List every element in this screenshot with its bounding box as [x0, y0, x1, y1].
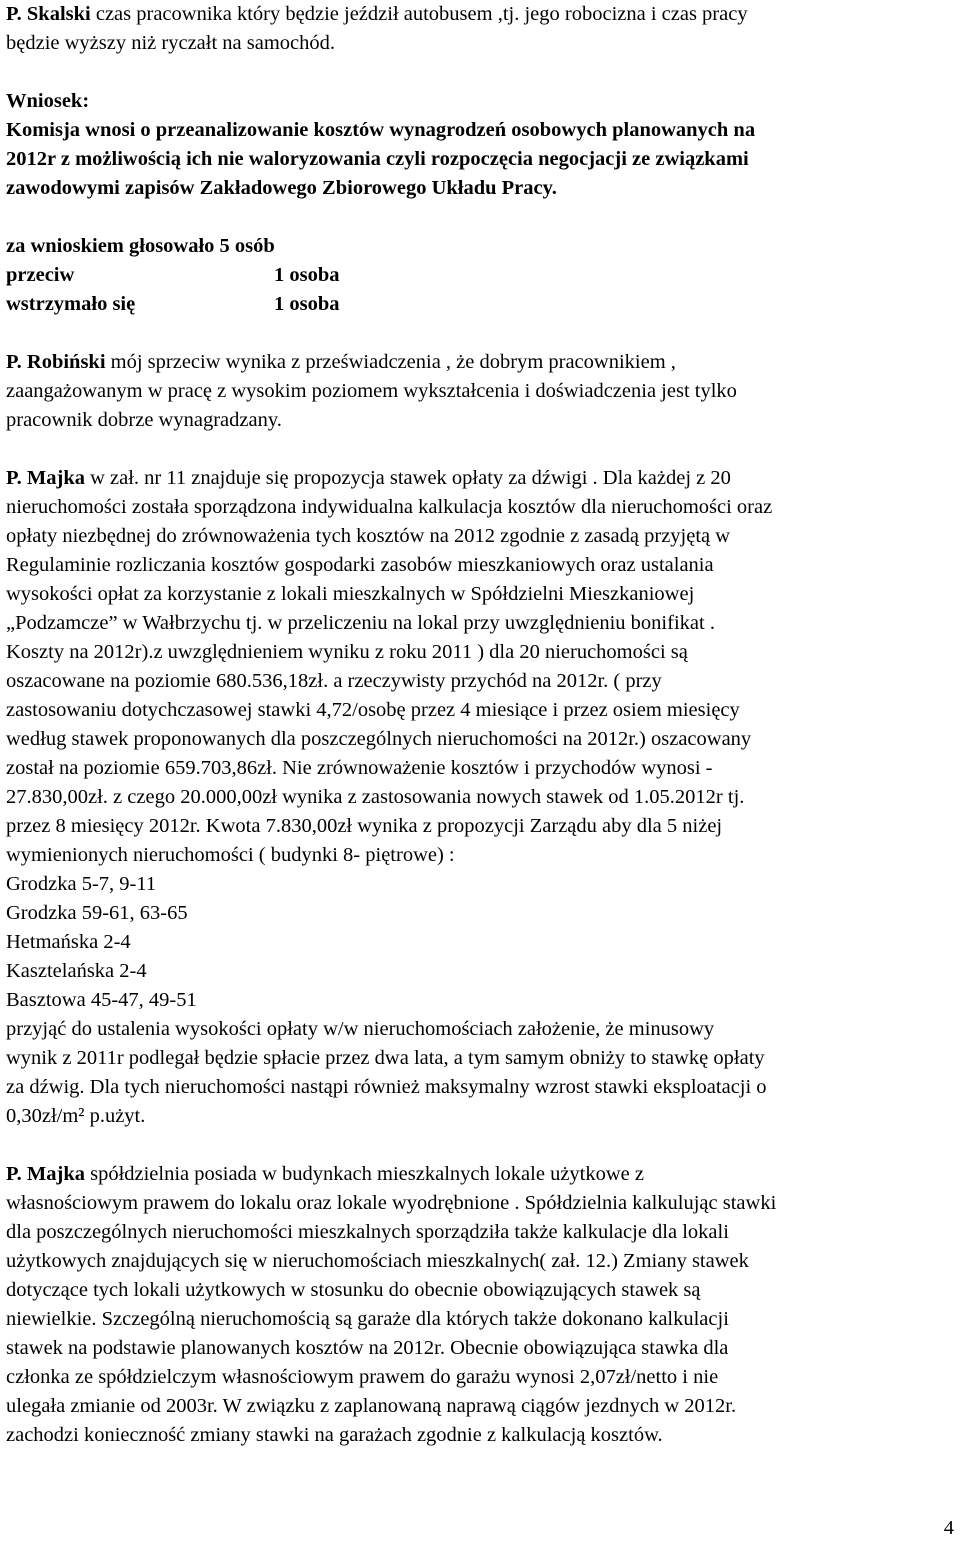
- paragraph-line: własnościowym prawem do lokalu oraz lokale wyodrębnione . Spółdzielnia kalkulując stawki: [6, 1192, 777, 1214]
- spacer: [6, 319, 956, 348]
- paragraph-line: przez 8 miesięcy 2012r. Kwota 7.830,00zł wynika z propozycji Zarządu aby dla 5 niżej: [6, 815, 723, 837]
- paragraph-line: Koszty na 2012r).z uwzględnieniem wyniku z roku 2011 ) dla 20 nieruchomości są: [6, 641, 688, 663]
- vote-against-label: przeciw: [6, 264, 75, 286]
- address-line: Grodzka 5-7, 9-11: [6, 873, 157, 895]
- paragraph-line: członka ze spółdzielczym własnościowym prawem do garażu wynosi 2,07zł/netto i nie: [6, 1366, 719, 1388]
- paragraph-line: będzie wyższy niż ryczałt na samochód.: [6, 32, 336, 54]
- speaker-name: P. Majka: [6, 1163, 85, 1185]
- vote-block: [6, 232, 956, 319]
- paragraph-majka-elevators: [6, 464, 956, 1131]
- spacer: [6, 435, 956, 464]
- paragraph-line: oszacowane na poziomie 680.536,18zł. a rzeczywisty przychód na 2012r. ( przy: [6, 670, 662, 692]
- document-page: [6, 0, 956, 1450]
- vote-abstain-value: 1 osoba: [274, 293, 340, 315]
- paragraph-line: zastosowaniu dotychczasowej stawki 4,72/osobę przez 4 miesiące i przez osiem miesięcy: [6, 699, 740, 721]
- paragraph-line: został na poziomie 659.703,86zł. Nie zrównoważenie kosztów i przychodów wynosi -: [6, 757, 713, 779]
- paragraph-line: [6, 1160, 956, 1189]
- address-line: Grodzka 59-61, 63-65: [6, 902, 188, 924]
- paragraph-line: „Podzamcze” w Wałbrzychu tj. w przeliczeniu na lokal przy uwzględnieniu bonifikat .: [6, 612, 715, 634]
- paragraph-robinski: [6, 348, 956, 435]
- paragraph-text: w zał. nr 11 znajduje się propozycja stawek opłaty za dźwigi . Dla każdej z 20: [84, 467, 731, 489]
- speaker-name: P. Majka: [6, 467, 85, 489]
- paragraph-line: niewielkie. Szczególną nieruchomością są garaże dla których także dokonano kalkulacji: [6, 1308, 729, 1330]
- vote-against-value: 1 osoba: [274, 264, 340, 286]
- spacer: [6, 203, 956, 232]
- paragraph-line: za dźwig. Dla tych nieruchomości nastąpi również maksymalny wzrost stawki eksploatacji o: [6, 1076, 767, 1098]
- paragraph-line: wynik z 2011r podlegał będzie spłacie przez dwa lata, a tym samym obniży to stawkę opłaty: [6, 1047, 765, 1069]
- motion-line: zawodowymi zapisów Zakładowego Zbiorowego Układu Pracy.: [6, 177, 557, 199]
- paragraph-line: pracownik dobrze wynagradzany.: [6, 409, 282, 431]
- paragraph-line: [6, 0, 956, 29]
- paragraph-line: [6, 348, 956, 377]
- paragraph-line: zachodzi konieczność zmiany stawki na garażach zgodnie z kalkulacją kosztów.: [6, 1424, 663, 1446]
- paragraph-line: ulegała zmianie od 2003r. W związku z zaplanowaną naprawą ciągów jezdnych w 2012r.: [6, 1395, 737, 1417]
- paragraph-text: spółdzielnia posiada w budynkach mieszkalnych lokale użytkowe z: [84, 1163, 644, 1185]
- paragraph-line: przyjąć do ustalenia wysokości opłaty w/w nieruchomościach założenie, że minusowy: [6, 1018, 715, 1040]
- vote-against-row: [6, 261, 956, 290]
- paragraph-line: wysokości opłat za korzystanie z lokali mieszkalnych w Spółdzielni Mieszkaniowej: [6, 583, 695, 605]
- paragraph-line: opłaty niezbędnej do zrównoważenia tych kosztów na 2012 zgodnie z zasadą przyjętą w: [6, 525, 731, 547]
- spacer: [6, 1131, 956, 1160]
- address-line: Hetmańska 2-4: [6, 931, 131, 953]
- paragraph-skalski: [6, 0, 956, 58]
- paragraph-line: Regulaminie rozliczania kosztów gospodarki zasobów mieszkaniowych oraz ustalania: [6, 554, 714, 576]
- paragraph-line: [6, 464, 956, 493]
- paragraph-line: dla poszczególnych nieruchomości mieszkalnych sporządziła także kalkulacje dla lokali: [6, 1221, 729, 1243]
- address-line: Kasztelańska 2-4: [6, 960, 147, 982]
- motion-line: 2012r z możliwością ich nie waloryzowania czyli rozpoczęcia negocjacji ze związkami: [6, 148, 749, 170]
- page-number: 4: [943, 1517, 954, 1539]
- paragraph-line: 0,30zł/m² p.użyt.: [6, 1105, 146, 1127]
- paragraph-text: mój sprzeciw wynika z przeświadczenia , że dobrym pracownikiem ,: [105, 351, 676, 373]
- paragraph-majka-commercial: [6, 1160, 956, 1450]
- paragraph-line: dotyczące tych lokali użytkowych w stosunku do obecnie obowiązujących stawek są: [6, 1279, 701, 1301]
- vote-abstain-label: wstrzymało się: [6, 293, 136, 315]
- paragraph-line: według stawek proponowanych dla poszczególnych nieruchomości na 2012r.) oszacowany: [6, 728, 752, 750]
- vote-abstain-row: [6, 290, 956, 319]
- motion-line: Komisja wnosi o przeanalizowanie kosztów wynagrodzeń osobowych planowanych na: [6, 119, 756, 141]
- spacer: [6, 58, 956, 87]
- motion-block: [6, 87, 956, 203]
- paragraph-line: 27.830,00zł. z czego 20.000,00zł wynika z zastosowania nowych stawek od 1.05.2012r tj.: [6, 786, 745, 808]
- motion-heading: Wniosek:: [6, 90, 90, 112]
- speaker-name: P. Robiński: [6, 351, 106, 373]
- vote-for: za wnioskiem głosowało 5 osób: [6, 235, 275, 257]
- paragraph-line: stawek na podstawie planowanych kosztów na 2012r. Obecnie obowiązująca stawka dla: [6, 1337, 729, 1359]
- paragraph-text: czas pracownika który będzie jeździł autobusem ,tj. jego robocizna i czas pracy: [90, 3, 748, 25]
- paragraph-line: wymienionych nieruchomości ( budynki 8- piętrowe) :: [6, 844, 455, 866]
- paragraph-line: zaangażowanym w pracę z wysokim poziomem wykształcenia i doświadczenia jest tylko: [6, 380, 737, 402]
- paragraph-line: nieruchomości została sporządzona indywidualna kalkulacja kosztów dla nieruchomości oraz: [6, 496, 773, 518]
- address-line: Basztowa 45-47, 49-51: [6, 989, 197, 1011]
- speaker-name: P. Skalski: [6, 3, 91, 25]
- paragraph-line: użytkowych znajdujących się w nieruchomościach mieszkalnych( zał. 12.) Zmiany stawek: [6, 1250, 749, 1272]
